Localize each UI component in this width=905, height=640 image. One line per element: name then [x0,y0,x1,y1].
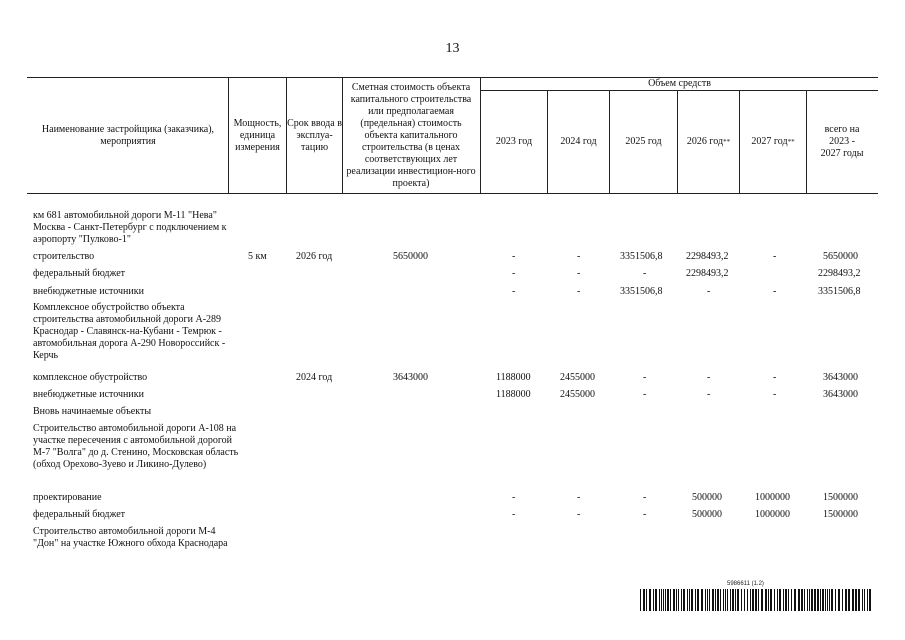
barcode-number: 5986611 (1.2) [727,581,764,587]
barcode-bar [701,589,703,611]
row-name: федеральный бюджет [33,509,126,520]
row-value-2024: - [577,251,581,262]
row-term: 2024 год [296,372,333,383]
barcode-bar [848,589,850,611]
barcode-bar [705,589,706,611]
page-number: 13 [445,41,460,56]
barcode-bar [835,589,836,611]
header-year-2024: 2024 год [560,136,597,147]
barcode-bar [695,589,696,611]
barcode-bar [777,589,778,611]
row-value-2024: 2455000 [560,372,595,383]
col-divider [806,90,807,194]
header-name: Наименование застройщика (заказчика), мероприятия [41,123,215,147]
header-year-2023: 2023 год [495,136,533,147]
row-value-2024: - [577,492,581,503]
row-value-2026: 2298493,2 [686,268,729,279]
row-value-2025: 3351506,8 [620,286,663,297]
barcode-bar [681,589,682,611]
row-value-2027: - [773,372,777,383]
row-value-2027: 1000000 [755,492,790,503]
barcode-bar [807,589,808,611]
barcode-bar [689,589,690,611]
barcode-bar [852,589,854,611]
barcode-bar [687,589,688,611]
header-bottom-rule [27,193,878,194]
row-value-total: 3643000 [823,389,858,400]
barcode-bar [758,589,759,611]
barcode-bar [794,589,796,611]
barcode-bar [741,589,742,611]
barcode-bar [750,589,751,611]
row-value-2027: - [773,251,777,262]
barcode-bar [730,589,731,611]
row-value-total: 3643000 [823,372,858,383]
row-value-2026: 500000 [692,492,722,503]
row-value-2027: - [773,389,777,400]
row-value-total: 1500000 [823,509,858,520]
barcode-bar [770,589,772,611]
row-value-2026: - [707,286,711,297]
row-value-2025: - [643,372,647,383]
row-value-2024: 2455000 [560,389,595,400]
barcode-bar [670,589,671,611]
barcode-bar [869,589,871,611]
row-name: Комплексное обустройство объекта строительства автомобильной дороги А-289 Краснодар - Славянск-на-Кубани - Темрюк - автомобильная дорога А-290 Новороссийск - Керчь [33,302,226,361]
barcode-bar [643,589,645,611]
barcode-bar [774,589,775,611]
barcode-bar [817,589,819,611]
header-volume: Объем средств [648,78,711,89]
barcode-bar [829,589,830,611]
row-name: проектирование [33,492,102,503]
barcode-bar [678,589,679,611]
row-value-total: 3351506,8 [818,286,861,297]
barcode-bar [661,589,662,611]
barcode-bar [709,589,710,611]
barcode-bar [715,589,716,611]
row-value-2026: - [707,389,711,400]
barcode-bar [827,589,828,611]
barcode-bar [755,589,757,611]
barcode-bar [697,589,699,611]
barcode [640,589,873,611]
row-value-total: 2298493,2 [818,268,861,279]
row-cost: 5650000 [393,251,428,262]
barcode-bar [838,589,840,611]
barcode-bar [717,589,719,611]
barcode-bar [683,589,685,611]
barcode-bar [825,589,826,611]
row-name: комплексное обустройство [33,372,148,383]
row-name: внебюджетные источники [33,286,144,297]
row-name: строительство [33,251,95,262]
barcode-bar [768,589,769,611]
row-name: км 681 автомобильной дороги М-11 "Нева" Москва - Санкт-Петербург с подключением к аэропорту "Пулково-1" [33,210,227,245]
barcode-bar [744,589,745,611]
barcode-bar [864,589,865,611]
header-term: Срок ввода в эксплуа-тацию [287,117,342,153]
barcode-bar [822,589,824,611]
row-value-2025: - [643,268,647,279]
barcode-bar [663,589,664,611]
barcode-bar [798,589,800,611]
row-value-2023: - [512,492,516,503]
row-value-total: 5650000 [823,251,858,262]
barcode-bar [747,589,748,611]
row-value-2025: 3351506,8 [620,251,663,262]
barcode-bar [727,589,728,611]
barcode-bar [831,589,833,611]
barcode-bar [804,589,805,611]
row-value-2024: - [577,286,581,297]
row-value-2026: 2298493,2 [686,251,729,262]
barcode-bar [659,589,660,611]
row-name: внебюджетные источники [33,389,144,400]
barcode-bar [712,589,714,611]
row-value-total: 1500000 [823,492,858,503]
header-capacity: Мощность, единица измерения [233,117,282,153]
barcode-bar [655,589,657,611]
barcode-bar [820,589,821,611]
header-total: всего на 2023 - 2027 годы [820,124,864,159]
row-value-2023: - [512,268,516,279]
barcode-bar [809,589,810,611]
barcode-bar [725,589,726,611]
barcode-bar [867,589,868,611]
row-value-2025: - [643,509,647,520]
header-year-2026: 2026 год ** [686,136,731,147]
barcode-bar [646,589,647,611]
barcode-bar [845,589,847,611]
row-name: федеральный бюджет [33,268,126,279]
row-value-2026: 500000 [692,509,722,520]
row-value-2024: - [577,509,581,520]
row-value-2025: - [643,389,647,400]
barcode-bar [814,589,816,611]
row-cost: 3643000 [393,372,428,383]
barcode-bar [667,589,669,611]
row-value-2024: - [577,268,581,279]
barcode-bar [855,589,857,611]
barcode-bar [765,589,767,611]
barcode-bar [691,589,693,611]
row-value-2027: 1000000 [755,509,790,520]
col-divider [342,77,343,194]
barcode-bar [735,589,736,611]
row-value-2023: - [512,286,516,297]
barcode-bar [720,589,721,611]
row-value-2027: - [773,286,777,297]
row-value-2023: 1188000 [496,372,531,383]
barcode-bar [858,589,860,611]
barcode-bar [801,589,803,611]
barcode-bar [862,589,863,611]
barcode-bar [676,589,677,611]
row-name: Вновь начинаемые объекты [33,406,152,417]
barcode-bar [842,589,843,611]
barcode-bar [732,589,734,611]
barcode-bar [653,589,654,611]
row-value-2025: - [643,492,647,503]
row-name: Строительство автомобильной дороги А-108 на участке пересечения с автомобильной дорогой М-7 "Волга" до д. Стенино, Московская область (обход Орехово-Зуево и Ликино-Дулево) [33,423,239,470]
row-name: Строительство автомобильной дороги М-4 "Дон" на участке Южного обхода Краснодара [33,526,228,549]
row-value-2023: 1188000 [496,389,531,400]
row-value-2026: - [707,372,711,383]
barcode-bar [737,589,739,611]
barcode-bar [761,589,763,611]
row-value-2023: - [512,251,516,262]
barcode-bar [649,589,651,611]
barcode-bar [811,589,813,611]
barcode-bar [791,589,792,611]
barcode-bar [665,589,666,611]
barcode-bar [640,589,641,611]
barcode-bar [673,589,675,611]
barcode-bar [785,589,787,611]
row-capacity: 5 км [248,251,267,262]
barcode-bar [783,589,784,611]
header-cost: Сметная стоимость объекта капитального строительства или предполагаемая (предельная) стоимость объекта капитального строительства (в ценах соответствующих лет реализации инвестицион-ного проекта) [346,81,476,189]
row-term: 2026 год [296,251,333,262]
barcode-bar [707,589,708,611]
barcode-bar [788,589,789,611]
barcode-bar [752,589,754,611]
row-value-2023: - [512,509,516,520]
barcode-bar [779,589,781,611]
header-year-2027: 2027 год ** [751,136,795,147]
barcode-bar [723,589,724,611]
header-year-2025: 2025 год [625,136,662,147]
